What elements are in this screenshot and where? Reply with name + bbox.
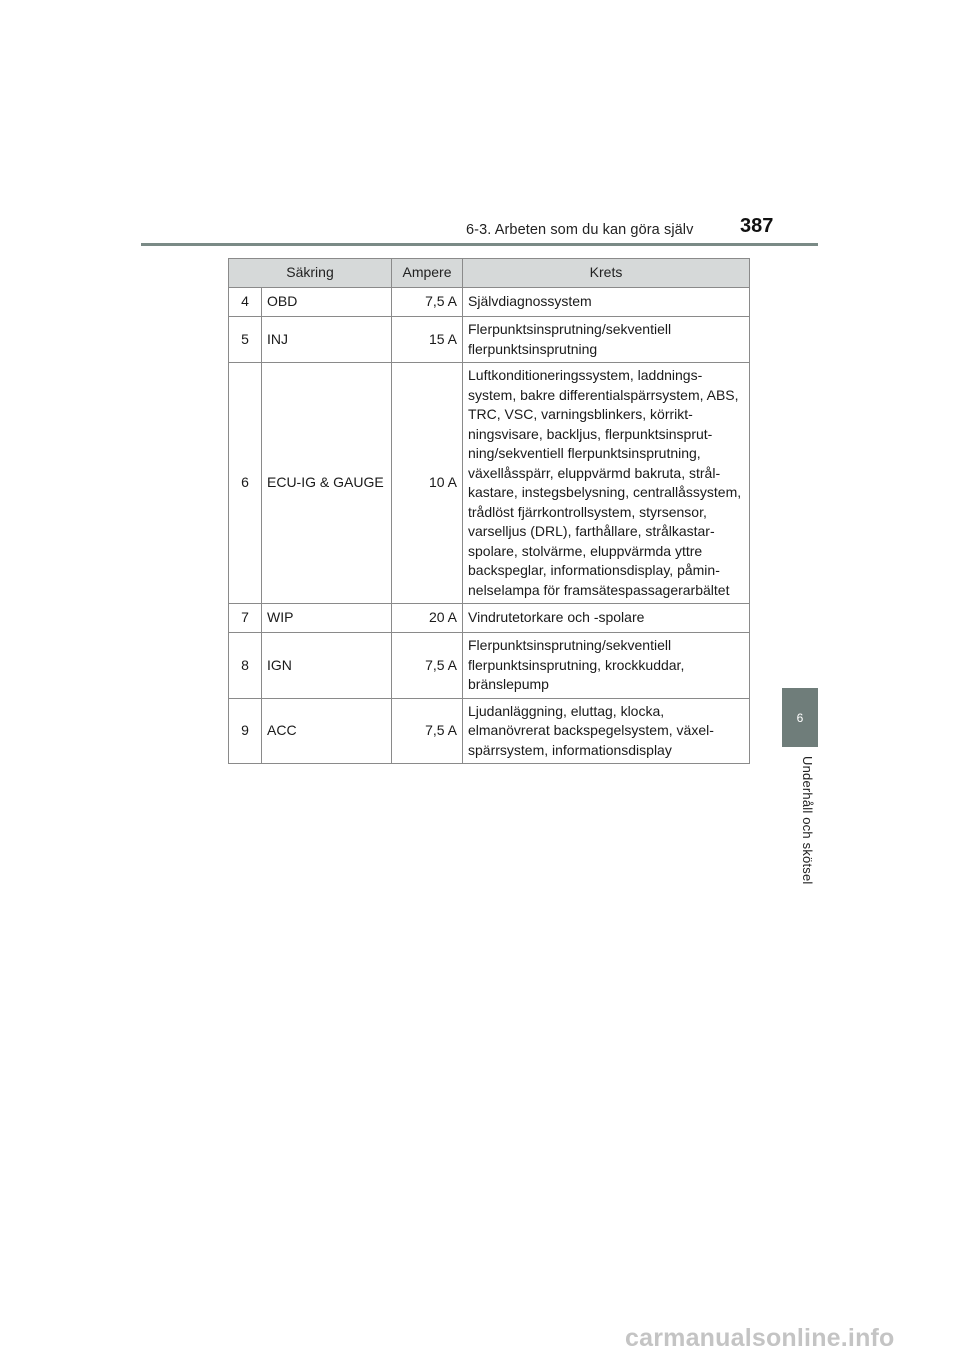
fuse-name: WIP	[262, 604, 392, 633]
column-header-ampere: Ampere	[392, 259, 463, 288]
chapter-side-label: Underhåll och skötsel	[800, 756, 815, 885]
table-row	[229, 288, 750, 317]
table-row	[229, 363, 750, 604]
fuse-number: 7	[229, 604, 262, 633]
table-row	[229, 604, 750, 633]
fuse-name: OBD	[262, 288, 392, 317]
fuse-name: IGN	[262, 633, 392, 699]
fuse-number: 4	[229, 288, 262, 317]
fuse-name: ACC	[262, 698, 392, 764]
page-number: 387	[740, 215, 774, 237]
fuse-circuit: Luftkonditioneringssystem, laddnings-system, bakre differentialspärrsystem, ABS, TRC, VSC, varningsblinkers, körrikt-ningsvisare, backljus, flerpunktsinsprut-ning/sekventiell flerpunktsinsprutning, växellåsspärr, eluppvärmd bakruta, strål-kastare, instegsbelysning, centrallåssystem, trådlöst fjärrkontrollsystem, styrsensor, varselljus (DRL), farthållare, strålkastar-spolare, stolvärme, eluppvärmda yttre backspeglar, informationsdisplay, påmin-nelselampa för framsätespassagerarbältet	[463, 363, 750, 604]
fuse-circuit: Ljudanläggning, eluttag, klocka, elmanövrerat backspegelsystem, växel-spärrsystem, informationsdisplay	[463, 698, 750, 764]
fuse-ampere: 15 A	[392, 317, 463, 363]
fuse-ampere: 20 A	[392, 604, 463, 633]
header-divider	[141, 243, 818, 246]
fuse-circuit: Flerpunktsinsprutning/sekventiell flerpunktsinsprutning, krockkuddar, bränslepump	[463, 633, 750, 699]
watermark: carmanualsonline.info	[625, 1324, 895, 1352]
chapter-tab[interactable]: 6	[782, 688, 818, 747]
fuse-ampere: 7,5 A	[392, 288, 463, 317]
fuse-number: 8	[229, 633, 262, 699]
fuse-circuit: Vindrutetorkare och -spolare	[463, 604, 750, 633]
column-header-circuit: Krets	[463, 259, 750, 288]
table-row	[229, 698, 750, 764]
fuse-table	[228, 258, 750, 764]
fuse-ampere: 7,5 A	[392, 698, 463, 764]
table-row	[229, 317, 750, 363]
fuse-number: 5	[229, 317, 262, 363]
fuse-ampere: 10 A	[392, 363, 463, 604]
fuse-circuit: Självdiagnossystem	[463, 288, 750, 317]
fuse-number: 9	[229, 698, 262, 764]
column-header-fuse: Säkring	[229, 259, 392, 288]
table-header-row	[229, 259, 750, 288]
fuse-name: INJ	[262, 317, 392, 363]
fuse-name: ECU-IG & GAUGE	[262, 363, 392, 604]
fuse-circuit: Flerpunktsinsprutning/sekventiell flerpunktsinsprutning	[463, 317, 750, 363]
table-row	[229, 633, 750, 699]
fuse-number: 6	[229, 363, 262, 604]
fuse-ampere: 7,5 A	[392, 633, 463, 699]
section-header-title: 6-3. Arbeten som du kan göra själv	[466, 222, 694, 238]
